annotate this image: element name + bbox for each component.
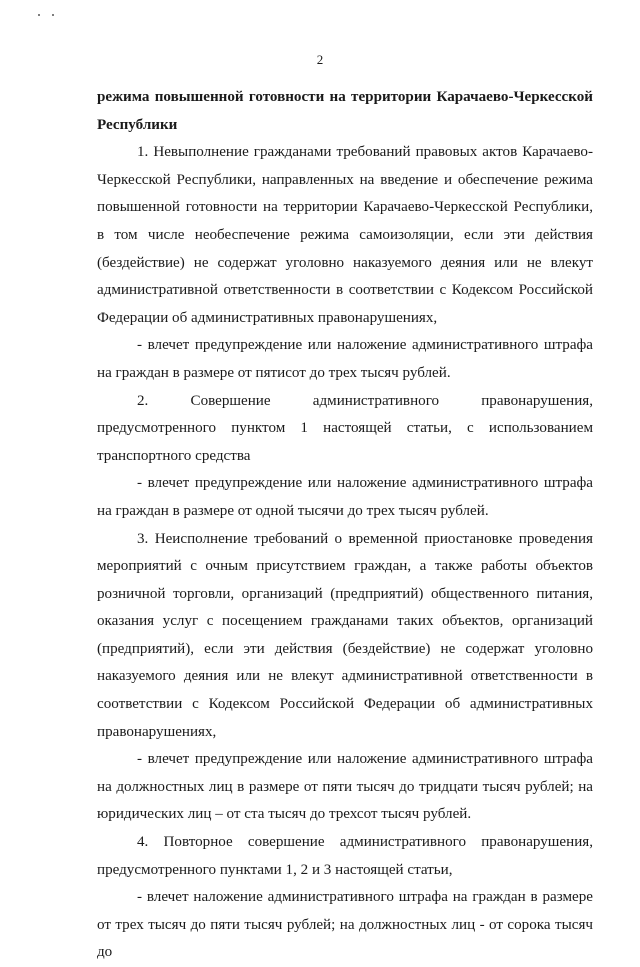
scan-speck [38,14,40,16]
paragraph-5: 3. Неисполнение требований о временной приостановке проведения мероприятий с очным присутствием граждан, а также работы объектов розничной торговли, организаций (предприятий) общественного питания, оказания услуг с посещением гражданами таких объектов, организаций (предприятий), если эти действия (бездействие) не содержат уголовно наказуемого деяния или не влекут административной ответственности в соответствии с Кодексом Российской Федерации об административных правонарушениях, [97,530,593,740]
section-heading: режима повышенной готовности на территории Карачаево-Черкесской Республики [97,89,593,133]
paragraph-8: - влечет наложение административного штрафа на граждан в размере от трех тысяч до пяти тысяч рублей; на должностных лиц - от сорока тысяч до [97,889,593,961]
document-body [97,84,593,967]
paragraph-1: 1. Невыполнение гражданами требований правовых актов Карачаево-Черкесской Республики, направленных на введение и обеспечение режима повышенной готовности на территории Карачаево-Черкесской Республики, в том числе необеспечение режима самоизоляции, если эти действия (бездействие) не содержат уголовно наказуемого деяния или не влекут административной ответственности в соответствии с Кодексом Российской Федерации об административных правонарушениях, [97,144,593,326]
scan-speck [52,14,54,16]
paragraph-6: - влечет предупреждение или наложение административного штрафа на должностных лиц в размере от пяти тысяч до тридцати тысяч рублей; на юридических лиц – от ста тысяч до трехсот тысяч рублей. [97,751,593,823]
paragraph-3: 2. Совершение административного правонарушения, предусмотренного пунктом 1 настоящей статьи, с использованием транспортного средства [97,392,593,464]
paragraph-4: - влечет предупреждение или наложение административного штрафа на граждан в размере от одной тысячи до трех тысяч рублей. [97,475,593,519]
paragraph-2: - влечет предупреждение или наложение административного штрафа на граждан в размере от пятисот до трех тысяч рублей. [97,337,593,381]
page-number: 2 [316,52,324,67]
paragraph-7: 4. Повторное совершение административного правонарушения, предусмотренного пунктами 1, 2 и 3 настоящей статьи, [97,834,593,878]
